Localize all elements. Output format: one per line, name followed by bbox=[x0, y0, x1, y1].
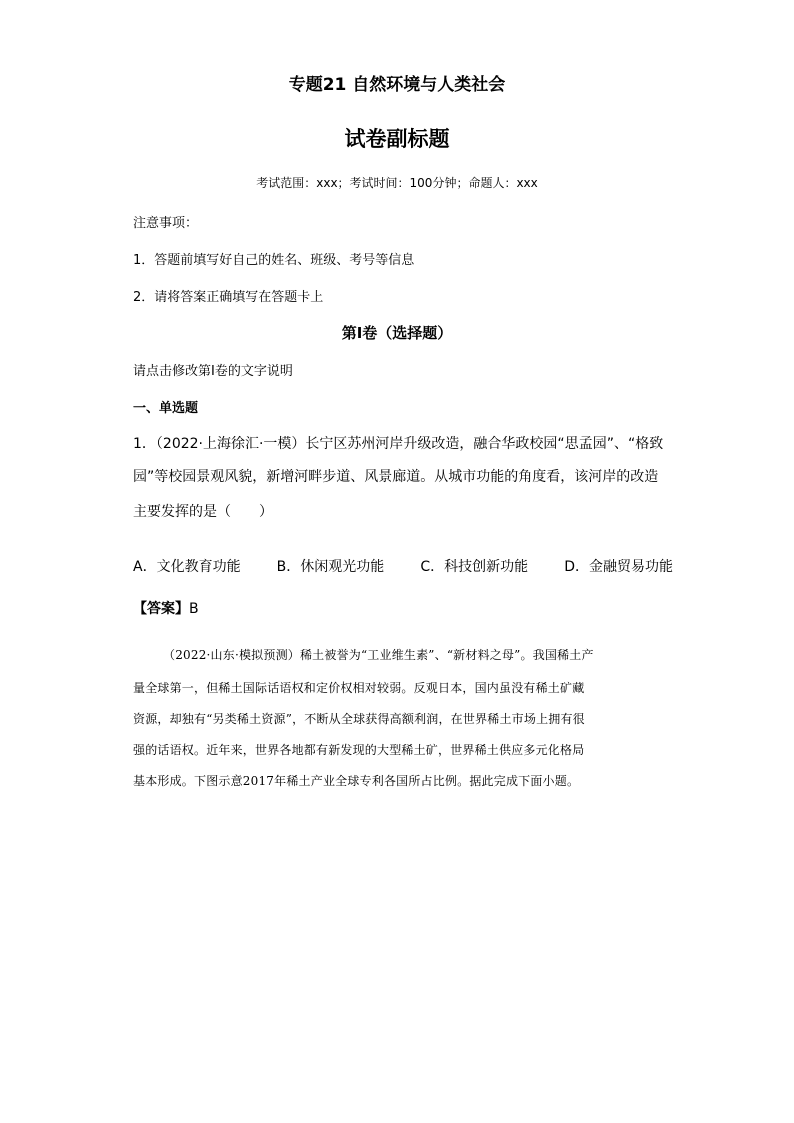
passage-line-5: 基本形成。下图示意2017年稀土产业全球专利各国所占比例。据此完成下面小题。 bbox=[133, 774, 580, 788]
answer-label: 【答案】 bbox=[133, 601, 189, 617]
passage-line-2: 量全球第一，但稀土国际话语权和定价权相对较弱。反观日本，国内虽没有稀土矿藏 bbox=[133, 681, 585, 695]
notice-item-1: 1．答题前填写好自己的姓名、班级、考号等信息 bbox=[133, 253, 415, 268]
question-line-2: 园”等校园景观风貌，新增河畔步道、风景廊道。从城市功能的角度看，该河岸的改造 bbox=[133, 469, 659, 485]
question-options bbox=[133, 556, 673, 576]
part-heading: 一、单选题 bbox=[133, 401, 199, 416]
section-title: 第I卷（选择题） bbox=[341, 324, 453, 342]
option-b: B．休闲观光功能 bbox=[276, 559, 385, 575]
option-a: A．文化教育功能 bbox=[133, 559, 241, 575]
notice-heading: 注意事项： bbox=[133, 216, 199, 231]
option-d: D．金融贸易功能 bbox=[564, 559, 673, 575]
exam-info: 考试范围：xxx；考试时间：100分钟；命题人：xxx bbox=[256, 176, 538, 190]
document-subtitle: 试卷副标题 bbox=[344, 127, 450, 151]
notice-item-2: 2．请将答案正确填写在答题卡上 bbox=[133, 290, 324, 305]
answer-line bbox=[133, 598, 199, 618]
answer-value: B bbox=[189, 601, 199, 617]
passage-line-3: 资源，却独有“另类稀土资源”，不断从全球获得高额利润，在世界稀土市场上拥有很 bbox=[133, 712, 585, 726]
option-c: C．科技创新功能 bbox=[420, 559, 529, 575]
passage-line-4: 强的话语权。近年来，世界各地都有新发现的大型稀土矿，世界稀土供应多元化格局 bbox=[133, 743, 585, 757]
question-line-1: 1．（2022·上海徐汇·一模）长宁区苏州河岸升级改造，融合华政校园“思孟园”、“格致 bbox=[133, 436, 664, 452]
passage-line-1: （2022·山东·模拟预测）稀土被誉为“工业维生素”、“新材料之母”。我国稀土产 bbox=[163, 648, 594, 662]
section-note: 请点击修改第I卷的文字说明 bbox=[133, 364, 293, 379]
document-title: 专题21 自然环境与人类社会 bbox=[288, 75, 506, 95]
question-line-3: 主要发挥的是（ ） bbox=[133, 504, 273, 520]
